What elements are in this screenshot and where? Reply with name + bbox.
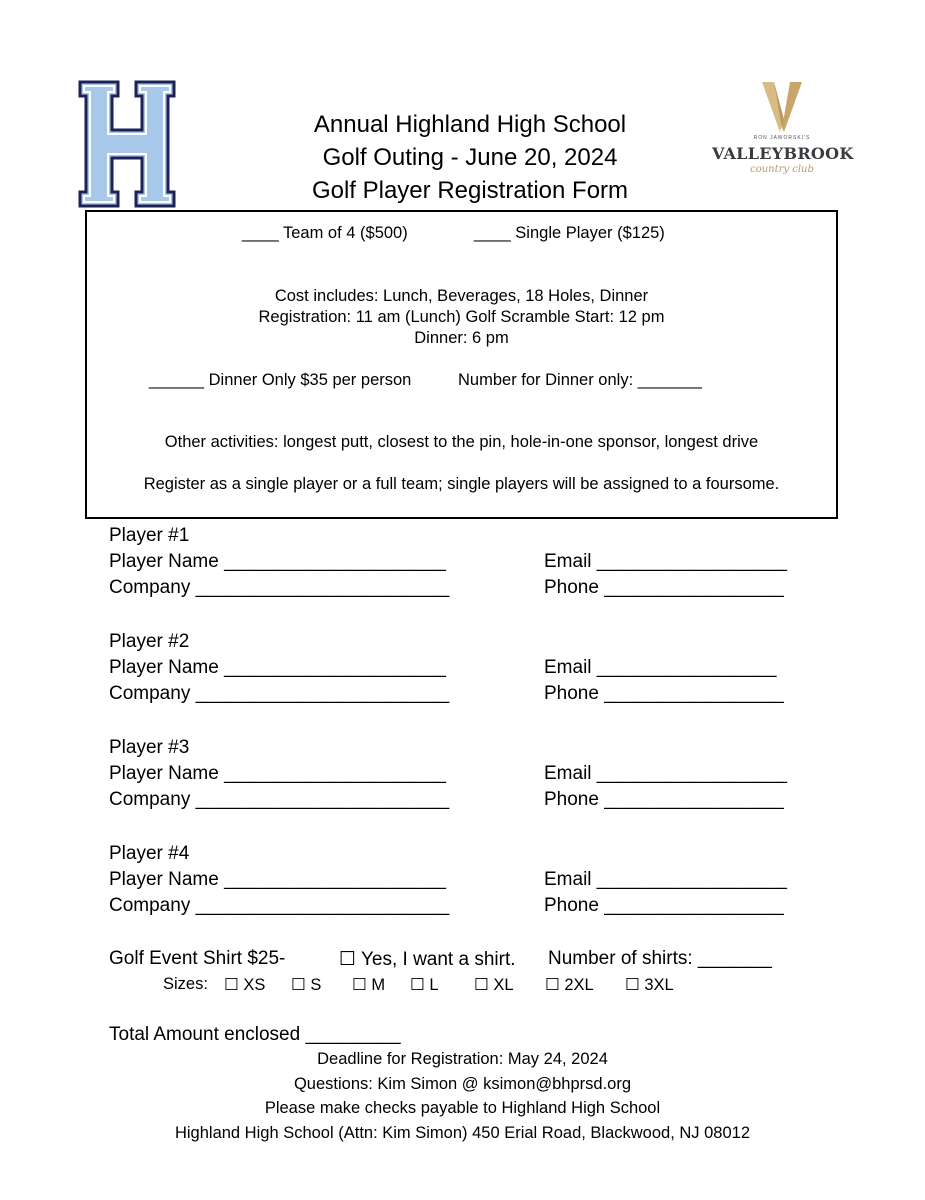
dinner-only-option: ______ Dinner Only $35 per person (149, 371, 412, 389)
team-option: ____ Team of 4 ($500) (242, 224, 408, 242)
player-heading: Player #1 (109, 525, 190, 546)
dinner-count-field: Number for Dinner only: _______ (458, 371, 702, 389)
player-heading: Player #2 (109, 631, 190, 652)
register-note: Register as a single player or a full team; single players will be assigned to a foursome. (143, 475, 780, 493)
size-l-checkbox[interactable]: ☐ L (410, 976, 439, 994)
size-s-checkbox[interactable]: ☐ S (291, 976, 322, 994)
page-title (250, 108, 690, 207)
highland-h-logo (78, 80, 176, 208)
size-xs-checkbox[interactable]: ☐ XS (224, 976, 266, 994)
title-line-1: Annual Highland High School (313, 111, 627, 138)
phone-field: Phone _________________ (544, 789, 784, 810)
size-2xl-checkbox[interactable]: ☐ 2XL (545, 976, 594, 994)
phone-field: Phone _________________ (544, 895, 784, 916)
title-line-2: Golf Outing - June 20, 2024 (322, 144, 618, 171)
company-field: Company ________________________ (109, 683, 450, 704)
total-amount-field: Total Amount enclosed _________ (109, 1024, 401, 1045)
player-name-field: Player Name _____________________ (109, 657, 446, 678)
company-field: Company ________________________ (109, 577, 450, 598)
cost-includes: Cost includes: Lunch, Beverages, 18 Holes, Dinner (274, 287, 649, 305)
single-option: ____ Single Player ($125) (474, 224, 665, 242)
company-field: Company ________________________ (109, 895, 450, 916)
email-field: Email _________________ (544, 657, 777, 678)
h-letter-icon (78, 80, 176, 208)
valleybrook-logo (712, 80, 852, 185)
email-field: Email __________________ (544, 869, 787, 890)
title-line-3: Golf Player Registration Form (311, 177, 629, 204)
shirt-count-field: Number of shirts: _______ (548, 948, 772, 969)
shirt-yes-checkbox[interactable]: ☐ Yes, I want a shirt. (339, 949, 516, 970)
email-field: Email __________________ (544, 763, 787, 784)
info-box (85, 210, 838, 519)
checks-text: Please make checks payable to Highland High School (264, 1099, 661, 1117)
company-field: Company ________________________ (109, 789, 450, 810)
size-3xl-checkbox[interactable]: ☐ 3XL (625, 976, 674, 994)
phone-field: Phone _________________ (544, 577, 784, 598)
player-name-field: Player Name _____________________ (109, 763, 446, 784)
size-m-checkbox[interactable]: ☐ M (352, 976, 386, 994)
valleybrook-name: VALLEYBROOK (712, 144, 854, 163)
player-name-field: Player Name _____________________ (109, 551, 446, 572)
deadline-text: Deadline for Registration: May 24, 2024 (317, 1050, 608, 1068)
phone-field: Phone _________________ (544, 683, 784, 704)
sizes-label: Sizes: (163, 975, 208, 993)
player-heading: Player #4 (109, 843, 190, 864)
valleybrook-script: country club (750, 164, 814, 175)
player-name-field: Player Name _____________________ (109, 869, 446, 890)
schedule-text: Registration: 11 am (Lunch) Golf Scramble Start: 12 pm (258, 308, 665, 326)
player-heading: Player #3 (109, 737, 190, 758)
size-xl-checkbox[interactable]: ☐ XL (474, 976, 514, 994)
dinner-time: Dinner: 6 pm (414, 329, 509, 347)
email-field: Email __________________ (544, 551, 787, 572)
address-text: Highland High School (Attn: Kim Simon) 450 Erial Road, Blackwood, NJ 08012 (174, 1124, 751, 1142)
shirt-label: Golf Event Shirt $25- (109, 948, 286, 969)
questions-text: Questions: Kim Simon @ ksimon@bhprsd.org (293, 1075, 632, 1093)
valleybrook-v-icon (712, 80, 852, 140)
other-activities: Other activities: longest putt, closest to the pin, hole-in-one sponsor, longest drive (164, 433, 759, 451)
valleybrook-owner-text: RON JAWORSKI'S (753, 135, 811, 141)
